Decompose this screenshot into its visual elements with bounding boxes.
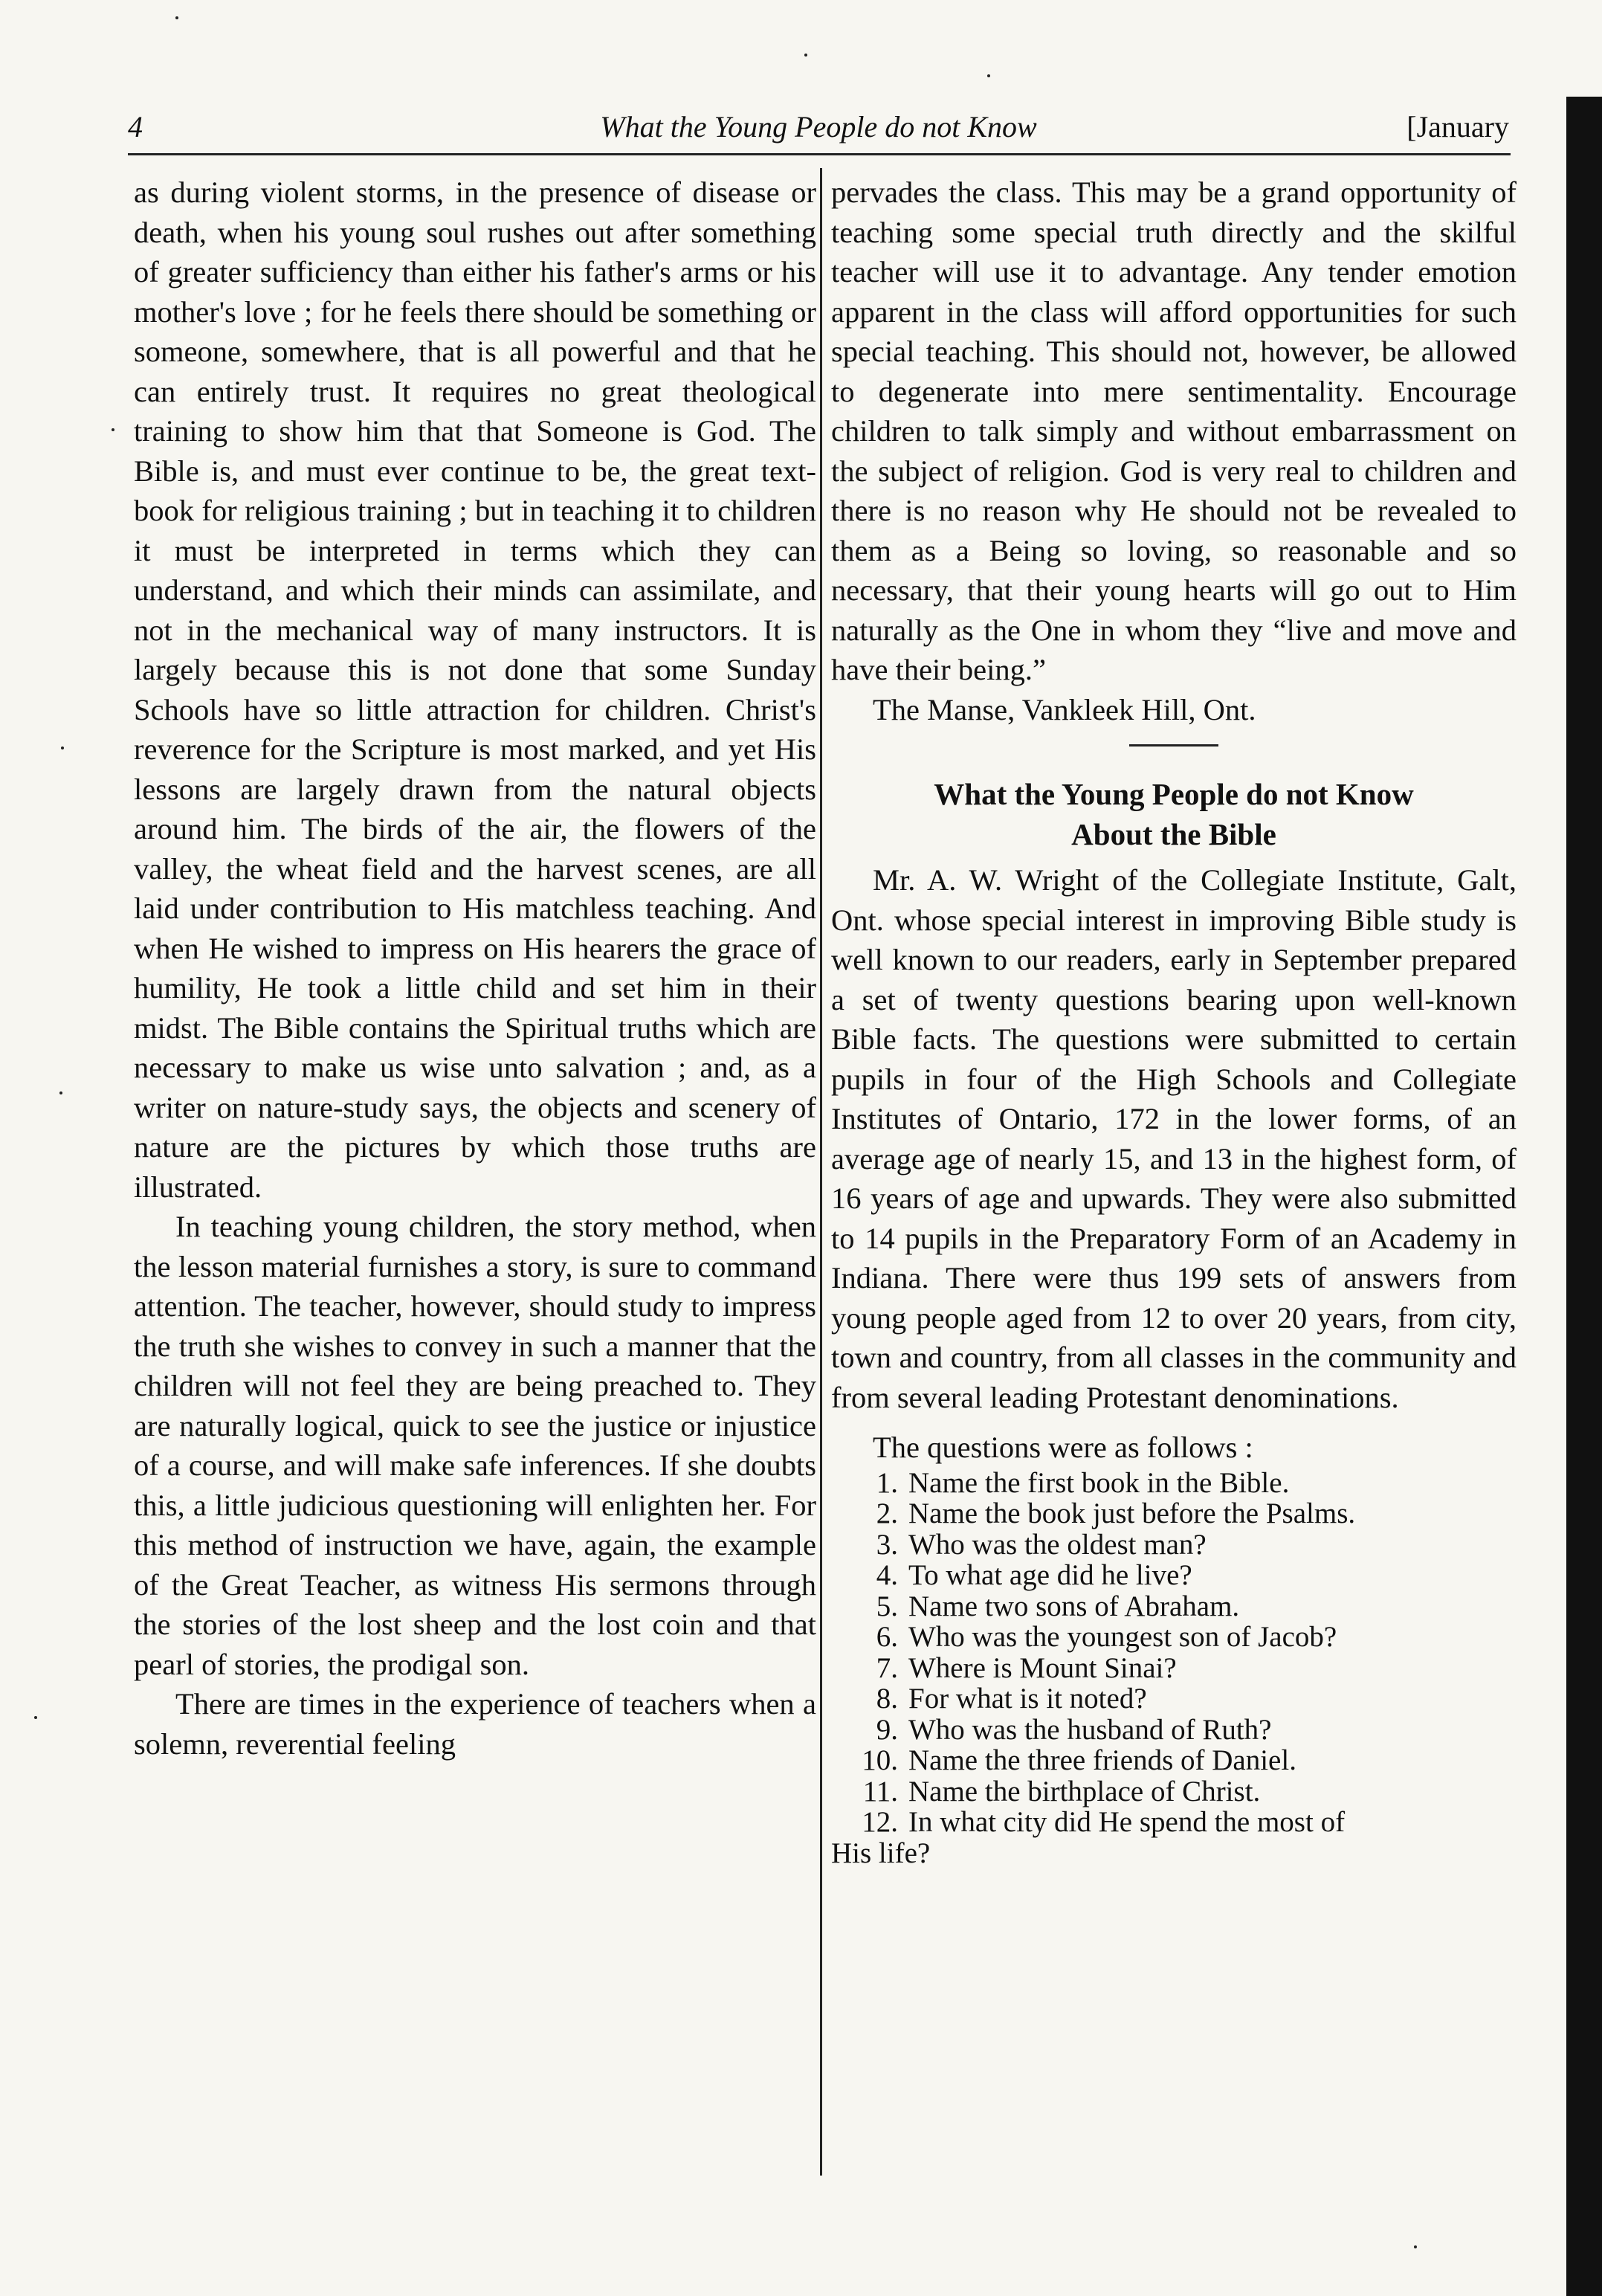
header-rule [128, 153, 1511, 155]
body-paragraph: There are times in the experience of teachers when a solemn, reverential feeling [134, 1687, 816, 1761]
column-divider [820, 168, 822, 2176]
left-column [134, 172, 816, 1764]
author-signature: The Manse, Vankleek Hill, Ont. [873, 692, 1256, 726]
question-number: 2. [876, 1497, 898, 1529]
question-number: 10. [862, 1744, 898, 1776]
scan-speck [61, 746, 64, 749]
question-text: In what city did He spend the most of [908, 1806, 1346, 1838]
running-header [128, 106, 1509, 149]
question-item [831, 1468, 1517, 1499]
question-item [831, 1715, 1517, 1746]
scan-speck [1414, 2245, 1417, 2248]
question-item [831, 1591, 1517, 1622]
question-continuation: His life? [831, 1837, 931, 1869]
article-title [831, 775, 1517, 854]
question-text: Who was the youngest son of Jacob? [908, 1621, 1337, 1653]
scan-speck [34, 1716, 37, 1719]
question-number: 8. [876, 1683, 898, 1715]
questions-list [831, 1468, 1517, 1838]
question-number: 7. [876, 1651, 898, 1684]
question-text: To what age did he live? [908, 1559, 1192, 1591]
question-item [831, 1683, 1517, 1715]
question-number: 12. [862, 1806, 898, 1838]
question-text: Name the first book in the Bible. [908, 1466, 1290, 1499]
scan-speck [59, 1091, 62, 1094]
continuation-paragraph: pervades the class. This may be a grand opportunity of teaching some special truth directly and the skilful teacher will use it to advantage. Any tender emotion apparent in the class will afford opportunities for such special teaching. This should not, however, be allowed to degenerate into mere sentimentality. Encourage children to talk simply and without embarrassment on the subject of religion. God is very real to children and there is no reason why He should not be revealed to them as a Being so loving, so reasonable and so necessary, that their young hearts will go out to Him naturally as the One in whom they “live and move and have their being.” [831, 175, 1517, 686]
question-text: Name the birthplace of Christ. [908, 1775, 1261, 1808]
question-text: Name two sons of Abraham. [908, 1590, 1240, 1622]
question-number: 4. [876, 1559, 898, 1591]
question-item [831, 1653, 1517, 1684]
question-item [831, 1776, 1517, 1808]
question-item [831, 1498, 1517, 1529]
question-text: Name the three friends of Daniel. [908, 1744, 1296, 1776]
article-paragraph: Mr. A. W. Wright of the Collegiate Institute, Galt, Ont. whose special interest in improving Bible study is well known to our readers, early in September prepared a set of twenty questions bearing upon well-known Bible facts. The questions were submitted to certain pupils in four of the High Schools and Collegiate Institutes of Ontario, 172 in the lower forms, of an average age of nearly 15, and 13 in the highest form, of 16 years of age and upwards. They were also submitted to 14 pupils in the Preparatory Form of an Academy in Indiana. There were thus 199 sets of answers from young people aged from 12 to over 20 years, from city, town and country, from all classes in the community and from several leading Protestant denominations. [831, 863, 1517, 1414]
question-number: 1. [876, 1466, 898, 1499]
question-number: 6. [876, 1621, 898, 1653]
question-text: Who was the oldest man? [908, 1528, 1207, 1561]
question-number: 5. [876, 1590, 898, 1622]
page-number: 4 [128, 110, 143, 144]
question-item [831, 1745, 1517, 1776]
scan-speck [804, 54, 807, 57]
question-number: 11. [862, 1775, 898, 1808]
right-column [831, 172, 1517, 1868]
question-text: Who was the husband of Ruth? [908, 1713, 1272, 1746]
scan-speck [175, 16, 178, 19]
scan-speck [112, 428, 114, 431]
question-text: Where is Mount Sinai? [908, 1651, 1177, 1684]
question-item [831, 1622, 1517, 1653]
question-number: 9. [876, 1713, 898, 1746]
body-paragraph: as during violent storms, in the presence of disease or death, when his young soul rushes out after something of greater sufficiency than either his father's arms or his mother's love ; for he feels there should be something or someone, somewhere, that is all powerful and that he can entirely trust. It requires no great theological training to show him that that Someone is God. The Bible is, and must ever continue to be, the great text-book for religious training ; but in teaching it to children it must be interpreted in terms which they can understand, and which their minds can assimilate, and not in the mechanical way of many instructors. It is largely because this is not done that some Sunday Schools have so little attraction for children. Christ's reverence for the Scripture is most marked, and yet His lessons are largely drawn from the natural objects around him. The birds of the air, the flowers of the valley, the wheat field and the harvest scenes, are all laid under contribution to His matchless teaching. And when He wished to impress on His hearers the grace of humility, He took a little child and set him in their midst. The Bible contains the Spiritual truths which are necessary to make us wise unto salvation ; and, as a writer on nature-study says, the objects and scenery of nature are the pictures by which those truths are illustrated. [134, 175, 816, 1204]
article-title-line: About the Bible [1071, 816, 1276, 851]
scan-speck [987, 74, 990, 77]
questions-intro: The questions were as follows : [873, 1431, 1253, 1464]
article-title-line: What the Young People do not Know [934, 777, 1414, 811]
month-label: [January [1406, 110, 1509, 144]
question-number: 3. [876, 1528, 898, 1561]
question-text: For what is it noted? [908, 1683, 1147, 1715]
section-separator [1129, 744, 1218, 746]
question-text: Name the book just before the Psalms. [908, 1497, 1356, 1529]
question-item [831, 1807, 1517, 1838]
question-item [831, 1560, 1517, 1591]
scan-dark-edge [1566, 97, 1602, 2296]
body-paragraph: In teaching young children, the story method, when the lesson material furnishes a story, is sure to command attention. The teacher, however, should study to impress the truth she wishes to convey in such a manner that the children will not feel they are being preached to. They are naturally logical, quick to see the justice or injustice of a course, and will make safe inferences. If she doubts this, a little judicious questioning will enlighten her. For this method of instruction we have, again, the example of the Great Teacher, as witness His sermons through the stories of the lost sheep and the lost coin and that pearl of stories, the prodigal son. [134, 1210, 816, 1681]
running-title: What the Young People do not Know [600, 110, 1037, 144]
question-item [831, 1529, 1517, 1561]
